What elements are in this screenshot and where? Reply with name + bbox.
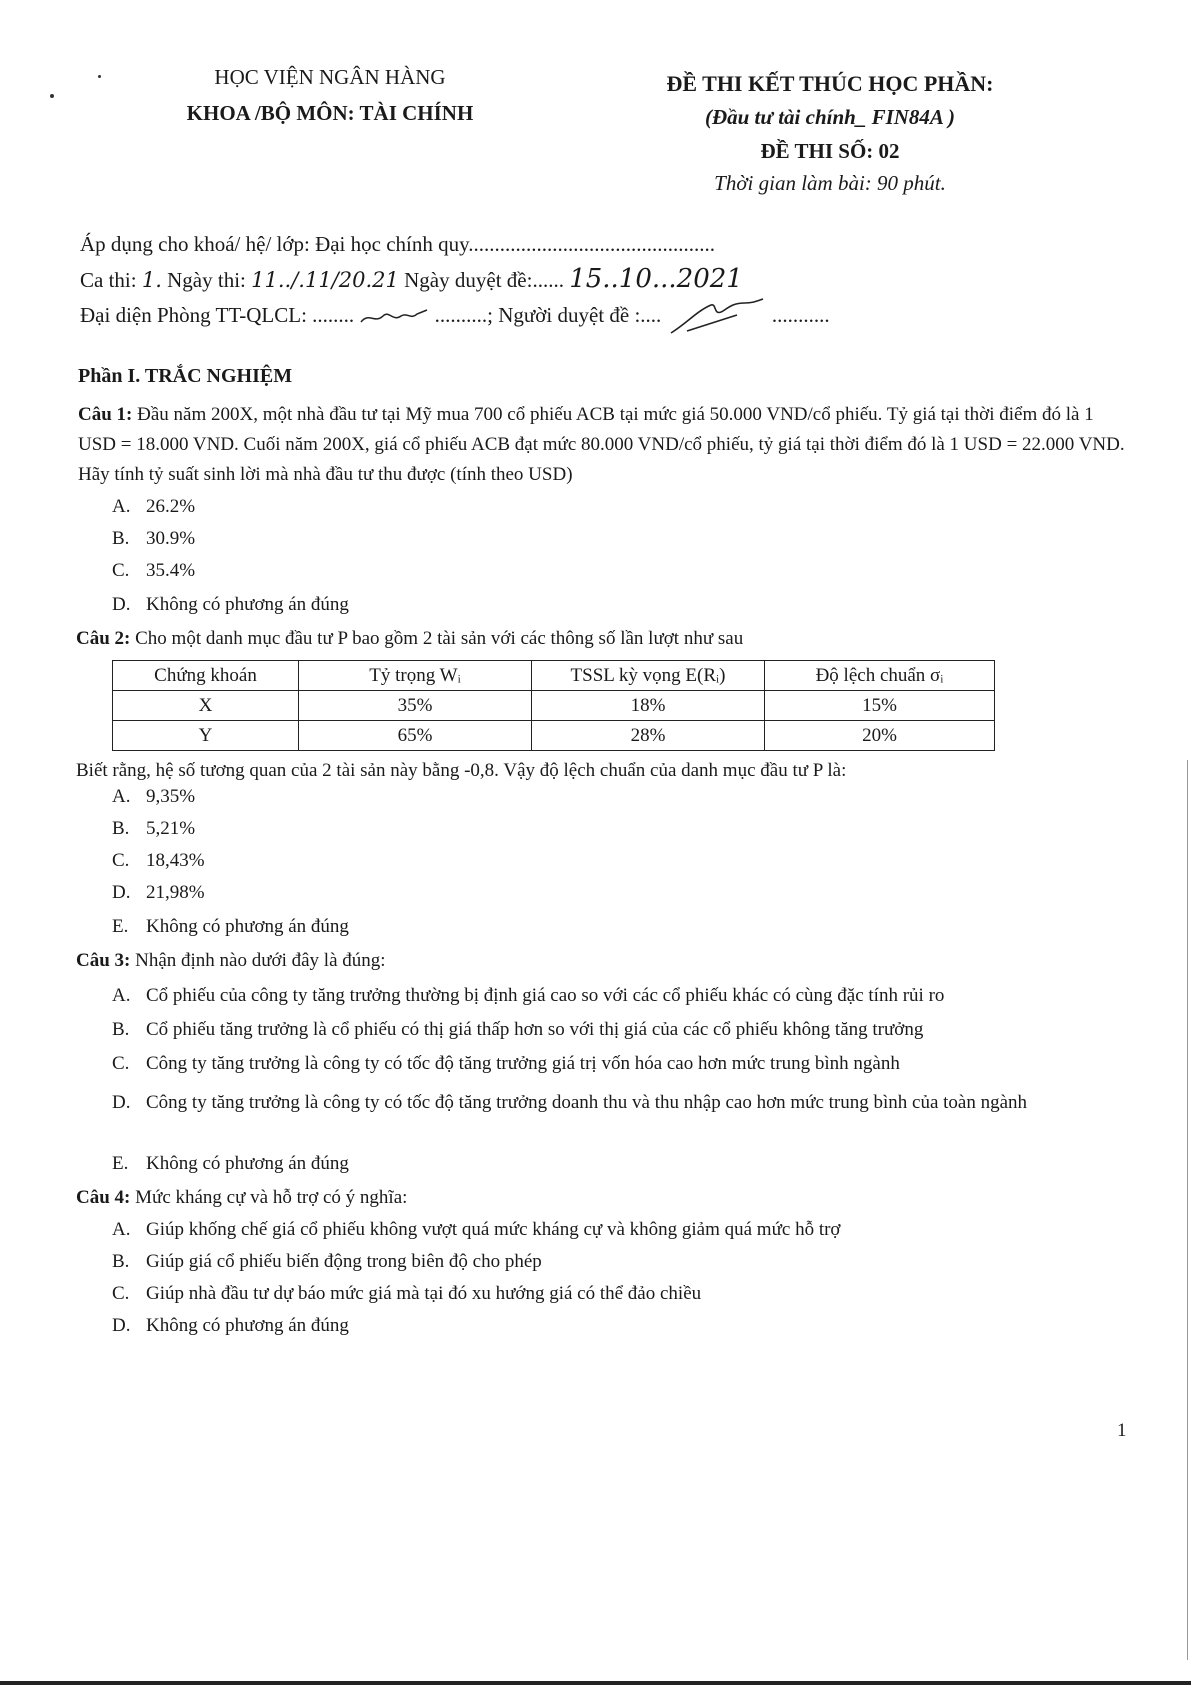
option-letter: D. (112, 882, 131, 903)
option-letter: E. (112, 916, 129, 937)
scan-bottom-edge (0, 1681, 1191, 1685)
table-cell: 28% (532, 721, 765, 751)
table-row (113, 721, 995, 751)
table-cell: X (113, 691, 299, 721)
option-letter: D. (112, 1315, 131, 1336)
table-row (113, 691, 995, 721)
option-letter: B. (112, 1019, 130, 1040)
shift-value: 1. (141, 268, 162, 292)
question-label: Câu 4: (76, 1187, 131, 1208)
question-2 (76, 628, 743, 650)
question-4 (76, 1187, 407, 1209)
q2-followup-text: Biết rằng, hệ số tương quan của 2 tài sản này bằng -0,8. Vậy độ lệch chuẩn của danh mục đầu tư P là: (76, 760, 847, 781)
q2-option-d[interactable] (112, 882, 205, 904)
exam-date-line (80, 264, 743, 294)
option-letter: B. (112, 818, 130, 839)
q2-option-c[interactable] (112, 850, 205, 872)
q4-option-c[interactable] (112, 1283, 701, 1305)
question-text: Mức kháng cự và hỗ trợ có ý nghĩa: (135, 1187, 408, 1208)
q4-option-b[interactable] (112, 1251, 542, 1273)
option-letter: A. (112, 1219, 131, 1240)
question-label: Câu 2: (76, 628, 131, 649)
exam-title: ĐỀ THI KẾT THÚC HỌC PHẦN: (666, 71, 994, 96)
table-cell: Y (113, 721, 299, 751)
asset-table (112, 660, 995, 751)
q1-option-c[interactable] (112, 560, 195, 582)
question-text: Cho một danh mục đầu tư P bao gồm 2 tài sản với các thông số lần lượt như sau (135, 628, 744, 649)
q3-option-a[interactable] (112, 985, 944, 1007)
page-number: 1 (1117, 1420, 1127, 1441)
option-letter: C. (112, 1053, 130, 1074)
scan-speck (50, 94, 54, 98)
q2-option-e[interactable] (112, 916, 349, 938)
approval-date-value: 15..10...2021 (569, 264, 743, 294)
q2-option-a[interactable] (112, 786, 195, 808)
option-text: Không có phương án đúng (146, 916, 349, 937)
option-text: 21,98% (146, 882, 205, 903)
table-cell: 18% (532, 691, 765, 721)
course-name: (Đầu tư tài chính_ FIN84A ) (704, 105, 956, 129)
option-letter: C. (112, 1283, 130, 1304)
option-letter: A. (112, 496, 131, 517)
option-letter: D. (112, 594, 131, 615)
q3-option-d[interactable] (112, 1087, 1132, 1119)
exam-date-value: 11../.11/20.21 (251, 268, 399, 292)
option-letter: C. (112, 560, 130, 581)
applicable-class-line: Áp dụng cho khoá/ hệ/ lớp: Đại học chính quy............................................... (80, 232, 716, 256)
shift-label: Ca thi: (80, 268, 137, 292)
exam-duration: Thời gian làm bài: 90 phút. (714, 171, 946, 195)
option-letter: B. (112, 1251, 130, 1272)
option-text: 35.4% (146, 560, 196, 581)
question-label: Câu 1: (78, 404, 133, 425)
option-text: 30.9% (146, 528, 196, 549)
exam-date-label: Ngày thi: (167, 268, 246, 292)
qa-representative-line (80, 297, 830, 337)
question-text: Đầu năm 200X, một nhà đầu tư tại Mỹ mua 700 cổ phiếu ACB tại mức giá 50.000 VND/cổ phiếu. Tỷ giá tại thời điểm đó là 1 USD = 18.000 VND. Cuối năm 200X, giá cổ phiếu ACB đạt mức 80.000 VND/cổ phiếu, tỷ giá tại thời điểm đó là 1 USD = 22.000 VND. Hãy tính tỷ suất sinh lời mà nhà đầu tư thu được (tính theo USD) (78, 404, 1125, 485)
department-name: KHOA /BỘ MÔN: TÀI CHÍNH (186, 101, 474, 125)
scan-edge-line (1187, 760, 1188, 1660)
option-letter: D. (112, 1092, 131, 1113)
option-text: Không có phương án đúng (146, 1315, 349, 1336)
option-text: Cổ phiếu tăng trưởng là cổ phiếu có thị giá thấp hơn so với thị giá của các cổ phiếu không tăng trưởng (146, 1019, 924, 1040)
q1-option-a[interactable] (112, 496, 195, 518)
option-text: 9,35% (146, 786, 196, 807)
q4-option-d[interactable] (112, 1315, 349, 1337)
option-letter: C. (112, 850, 130, 871)
q3-option-b[interactable] (112, 1019, 923, 1041)
option-text: 26.2% (146, 496, 196, 517)
exam-number: ĐỀ THI SỐ: 02 (760, 139, 900, 163)
approver-dots: ........... (771, 302, 830, 327)
option-text: Giúp nhà đầu tư dự báo mức giá mà tại đó xu hướng giá có thể đảo chiều (146, 1283, 702, 1304)
option-text: Không có phương án đúng (146, 1153, 349, 1174)
table-cell: 65% (299, 721, 532, 751)
scan-speck (98, 75, 101, 78)
q3-option-e[interactable] (112, 1153, 349, 1175)
table-header-cell: TSSL kỳ vọng E(Rᵢ) (532, 661, 765, 691)
table-cell: 35% (299, 691, 532, 721)
signature-approver (667, 297, 767, 337)
option-text: 5,21% (146, 818, 196, 839)
option-text: Giúp khống chế giá cổ phiếu không vượt quá mức kháng cự và không giảm quá mức hỗ trợ (146, 1219, 841, 1240)
option-text: Không có phương án đúng (146, 594, 349, 615)
q3-option-c[interactable] (112, 1053, 900, 1075)
part-heading: Phần I. TRẮC NGHIỆM (78, 365, 293, 387)
question-label: Câu 3: (76, 950, 131, 971)
option-letter: B. (112, 528, 130, 549)
option-text: Công ty tăng trưởng là công ty có tốc độ tăng trưởng giá trị vốn hóa cao hơn mức trung bình ngành (146, 1053, 900, 1074)
option-letter: E. (112, 1153, 129, 1174)
option-letter: A. (112, 985, 131, 1006)
table-header-cell: Độ lệch chuẩn σᵢ (765, 661, 995, 691)
table-cell: 20% (765, 721, 995, 751)
q4-option-a[interactable] (112, 1219, 840, 1241)
table-header-row (113, 661, 995, 691)
option-text: Công ty tăng trưởng là công ty có tốc độ tăng trưởng doanh thu và thu nhập cao hơn mức trung bình của toàn ngành (146, 1092, 1028, 1113)
table-cell: 15% (765, 691, 995, 721)
option-text: Cổ phiếu của công ty tăng trưởng thường bị định giá cao so với các cổ phiếu khác có cùng đặc tính rủi ro (146, 985, 945, 1006)
table-header-cell: Chứng khoán (113, 661, 299, 691)
option-text: Giúp giá cổ phiếu biến động trong biên độ cho phép (146, 1251, 542, 1272)
question-text: Nhận định nào dưới đây là đúng: (135, 950, 386, 971)
institution-name: HỌC VIỆN NGÂN HÀNG (214, 65, 446, 89)
q1-option-d[interactable] (112, 594, 349, 616)
q2-option-b[interactable] (112, 818, 195, 840)
signature-qa (359, 306, 429, 328)
question-3 (76, 950, 386, 972)
approver-label: ..........; Người duyệt đề :.... (434, 302, 662, 327)
approval-date-label: Ngày duyệt đề:...... (404, 268, 564, 292)
qa-representative-label: Đại diện Phòng TT-QLCL: ........ (80, 302, 355, 327)
option-text: 18,43% (146, 850, 205, 871)
q1-option-b[interactable] (112, 528, 195, 550)
option-letter: A. (112, 786, 131, 807)
question-1 (78, 400, 1128, 490)
table-header-cell: Tỷ trọng Wᵢ (299, 661, 532, 691)
